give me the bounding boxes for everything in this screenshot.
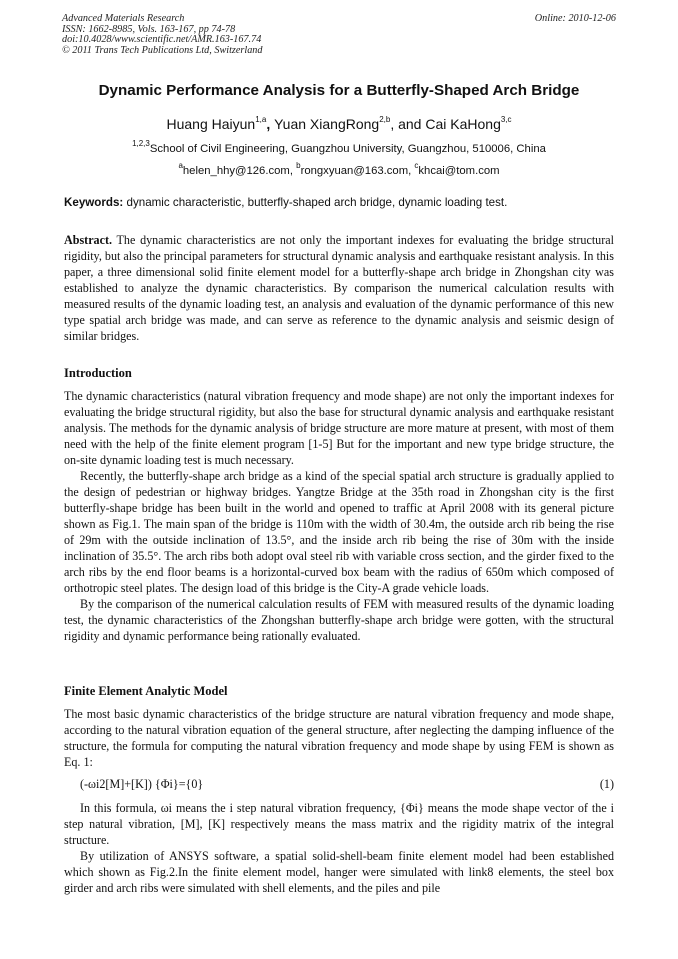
issn-line: ISSN: 1662-8985, Vols. 163-167, pp 74-78: [62, 23, 236, 35]
fem-body-2: [64, 800, 614, 896]
keywords-text: dynamic characteristic, butterfly-shaped arch bridge, dynamic loading test.: [123, 196, 508, 209]
paper-title: Dynamic Performance Analysis for a Butterfly-Shaped Arch Bridge: [98, 82, 580, 99]
email-address[interactable]: helen_hhy@126.com: [182, 164, 290, 177]
email-address[interactable]: khcai@tom.com: [418, 164, 500, 177]
author-name: Huang Haiyun: [166, 116, 256, 132]
email-list: [0, 162, 678, 177]
affiliation-text: School of Civil Engineering, Guangzhou University, Guangzhou, 510006, China: [149, 142, 546, 155]
email-sup: b: [296, 161, 301, 170]
email-sep: ,: [408, 164, 415, 177]
fem-paragraph-1: The most basic dynamic characteristics of the bridge structure are natural vibration frequency and mode shape, according to the natural vibration equation of the general structure, after neglecting the damping influence of the structure, the formula for computing the natural vibration frequency and mode shape by using FEM is shown as Eq. 1:: [64, 707, 614, 769]
online-date: Online: 2010-12-06: [534, 13, 616, 24]
keywords: [64, 196, 624, 209]
abstract-text: The dynamic characteristics are not only the important indexes for evaluating the bridge structural rigidity, but also the principal parameters for structural dynamic analysis and earthquake resistant analysis. In this paper, a three dimensional solid finite element model for a butterfly-shape arch bridge in Zhongshan city was established to analyze the dynamic characteristics. By comparison the numerical calculation results with measured results of the dynamic loading test, an analysis and evaluation of the dynamic performance of this new type spatial arch bridge was made, and can serve as reference to the dynamic analysis and seismic design of similar bridges.: [64, 233, 614, 343]
author-sup: 1,a: [255, 115, 267, 125]
equation-text: (-ωi2[M]+[K]) {Φi}={0}: [80, 777, 204, 791]
email-sup: c: [414, 161, 419, 170]
author-sep: , and: [390, 116, 426, 132]
journal-name: Advanced Materials Research: [62, 13, 185, 24]
email-sup: a: [178, 161, 183, 170]
abstract-label: Abstract.: [64, 233, 113, 247]
author-sep: ,: [266, 116, 275, 132]
intro-paragraph-3: By the comparison of the numerical calculation results of FEM with measured results of the dynamic loading test, the dynamic characteristics of the Zhongshan butterfly-shape arch bridge were gotten, with the structural rigidity and dynamic performance being rationally evaluated.: [64, 597, 614, 643]
author-name: Cai KaHong: [425, 116, 501, 132]
equation-number: (1): [599, 777, 614, 791]
author-list: [0, 116, 678, 132]
fem-paragraph-2: In this formula, ωi means the i step natural vibration frequency, {Φi} means the mode shape vector of the i step natural vibration, [M], [K] respectively means the mass matrix and the rigidity matrix of the integral structure.: [64, 801, 614, 847]
intro-paragraph-2: Recently, the butterfly-shape arch bridge as a kind of the special spatial arch structure is gradually applied to the design of pedestrian or highway bridges. Yangtze Bridge at the 35th road in Zhongshan city is the first butterfly-shape bridge has been built in the world and opened to traffic at April 2008 with its general picture shown as Fig.1. The main span of the bridge is 110m with the width of 30.4m, the outside arch rib being the rise of 29m with the outside inclination of 13.5°, and the inside arch rib being the rise of 30m with the inside inclination of 35.5°. The arch ribs both adopt oval steel rib with variable cross section, and the girder fixed to the arch ribs by the end floor beams is a horizontal-curved box beam with the radius of 650m which composed of orthotropic steel plates. The design load of this bridge is the City-A grade vehicle loads.: [64, 469, 614, 595]
intro-paragraph-1: The dynamic characteristics (natural vibration frequency and mode shape) are not only the important indexes for evaluating the bridge structural rigidity, but also the base for structural dynamic analysis and earthquake resistant analysis. The methods for the dynamic analysis of bridge structure are more mature at present, with most of them need with the help of the finite element program [1-5] But for the important and new type bridge structure, the on-site dynamic loading test is much necessary.: [64, 389, 614, 467]
author-sup: 3,c: [500, 115, 512, 125]
abstract-block: [64, 232, 614, 344]
fem-body-1: [64, 706, 614, 770]
equation-1: [80, 777, 614, 792]
doi-line: doi:10.4028/www.scientific.net/AMR.163-167.74: [62, 34, 262, 46]
affiliation-sup: 1,2,3: [132, 139, 150, 148]
section-heading-introduction: Introduction: [64, 366, 132, 380]
email-sep: ,: [289, 164, 297, 177]
fem-paragraph-3: By utilization of ANSYS software, a spatial solid-shell-beam finite element model had been established which shown as Fig.2.In the finite element model, hanger were simulated with link8 elements, the steel box girder and arch ribs were simulated with shell elements, and the piles and pile: [64, 849, 614, 895]
keywords-label: Keywords:: [64, 196, 124, 209]
abstract-paragraph: [64, 232, 614, 344]
introduction-body: [64, 388, 614, 644]
journal-header: [62, 14, 616, 56]
section-heading-fem: Finite Element Analytic Model: [64, 684, 228, 698]
author-name: Yuan XiangRong: [274, 116, 380, 132]
copyright-line: © 2011 Trans Tech Publications Ltd, Switzerland: [62, 44, 263, 56]
author-sup: 2,b: [379, 115, 391, 125]
affiliation: [0, 140, 678, 155]
email-address[interactable]: rongxyuan@163.com: [300, 164, 409, 177]
